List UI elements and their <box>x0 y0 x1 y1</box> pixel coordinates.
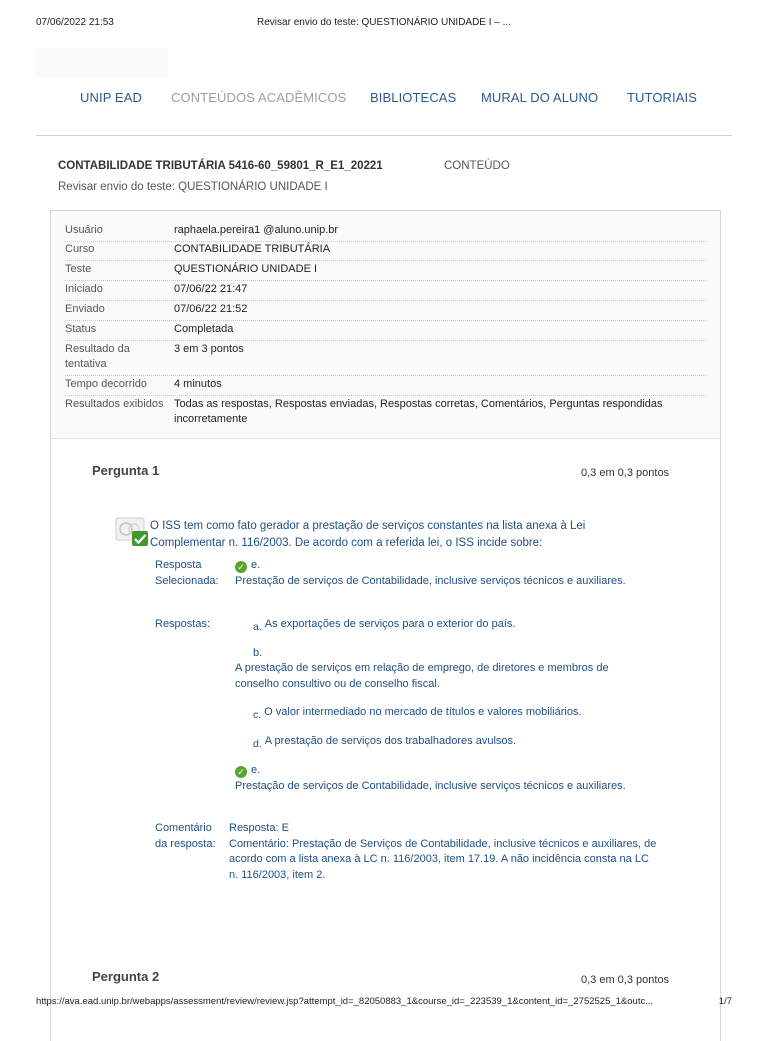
summary-value: 3 em 3 pontos <box>174 343 244 355</box>
breadcrumb-content[interactable]: CONTEÚDO <box>444 160 510 172</box>
page-number: 1/7 <box>718 996 732 1007</box>
question-2-points: 0,3 em 0,3 pontos <box>581 974 670 986</box>
selected-answer-label: Resposta Selecionada: <box>155 559 219 587</box>
summary-key: Enviado <box>65 303 105 315</box>
nav-divider <box>36 135 732 136</box>
option-letter: d. <box>253 738 262 750</box>
option-letter: e. <box>251 764 261 776</box>
summary-key: Status <box>65 323 97 335</box>
nav-tutoriais[interactable]: TUTORIAIS <box>627 90 698 105</box>
summary-row <box>65 342 706 376</box>
summary-row <box>65 322 706 341</box>
summary-row <box>65 262 706 281</box>
nav-conteudos-academicos[interactable]: CONTEÚDOS ACADÊMICOS <box>171 90 347 105</box>
selected-answer <box>235 558 655 589</box>
summary-row <box>65 302 706 321</box>
summary-row <box>65 223 706 242</box>
print-title: Revisar envio do teste: QUESTIONÁRIO UNIDADE I – ... <box>257 17 511 28</box>
summary-value: Todas as respostas, Respostas enviadas, Respostas corretas, Comentários, Perguntas respondidas incorretamente <box>174 398 663 425</box>
page-title: Revisar envio do teste: QUESTIONÁRIO UNIDADE I <box>58 181 328 193</box>
review-panel <box>50 210 721 1041</box>
selected-letter: e. <box>251 559 261 571</box>
summary-row <box>65 282 706 301</box>
comment-answer: Resposta: E <box>229 822 289 834</box>
summary-row <box>65 242 706 261</box>
comment-label: Comentário da resposta: <box>155 822 216 850</box>
summary-key: Iniciado <box>65 283 103 295</box>
option-a <box>253 617 673 636</box>
option-b-text: A prestação de serviços em relação de emprego, de diretores e membros de conselho consultivo ou de conselho fiscal. <box>235 662 609 690</box>
summary-value: raphaela.pereira1 @aluno.unip.br <box>174 224 339 236</box>
page-url: https://ava.ead.unip.br/webapps/assessment/review/review.jsp?attempt_id=_82050883_1&course_id=_223539_1&content_id=_2752525_1&outc... <box>36 996 654 1007</box>
summary-value: Completada <box>174 323 234 335</box>
logo-placeholder <box>36 48 168 78</box>
breadcrumb-course[interactable]: CONTABILIDADE TRIBUTÁRIA 5416-60_59801_R_E1_20221 <box>58 160 383 172</box>
summary-row <box>65 377 706 396</box>
attempt-summary <box>51 211 720 439</box>
summary-value: 07/06/22 21:47 <box>174 283 248 295</box>
summary-value: 4 minutos <box>174 378 222 390</box>
comment-text: Comentário: Prestação de Serviços de Contabilidade, inclusive técnicos e auxiliares, de acordo com a lista anexa à LC n. 116/2003, item 17.19. A não incidência consta na LC n. 116/2003, item 2. <box>229 837 657 881</box>
nav-bibliotecas[interactable]: BIBLIOTECAS <box>370 90 457 105</box>
summary-key: Curso <box>65 243 95 255</box>
summary-row <box>65 397 706 431</box>
summary-value: QUESTIONÁRIO UNIDADE I <box>174 263 318 275</box>
summary-value: CONTABILIDADE TRIBUTÁRIA <box>174 243 331 255</box>
summary-key: Tempo decorrido <box>65 378 147 390</box>
summary-key: Teste <box>65 263 92 275</box>
summary-value: 07/06/22 21:52 <box>174 303 248 315</box>
question-1-text: O ISS tem como fato gerador a prestação de serviços constantes na lista anexa à Lei Complementar n. 116/2003. De acordo com a referida lei, o ISS incide sobre: <box>150 520 586 549</box>
selected-text: Prestação de serviços de Contabilidade, inclusive serviços técnicos e auxiliares. <box>235 574 626 587</box>
question-2-title: Pergunta 2 <box>92 969 160 984</box>
question-1-title: Pergunta 1 <box>92 463 160 478</box>
option-d <box>253 734 673 753</box>
option-text: O valor intermediado no mercado de títulos e valores mobiliários. <box>264 706 582 718</box>
print-header <box>36 17 732 31</box>
summary-key: Resultados exibidos <box>65 398 164 410</box>
nav-unip-ead[interactable]: UNIP EAD <box>80 90 142 105</box>
option-text: As exportações de serviços para o exterior do país. <box>264 618 516 630</box>
option-letter: a. <box>253 621 262 633</box>
summary-key: Resultado da tentativa <box>65 343 130 370</box>
answers-label: Respostas: <box>155 618 211 630</box>
option-letter: c. <box>253 709 262 721</box>
print-datetime: 07/06/2022 21:53 <box>36 17 114 28</box>
top-nav <box>80 90 728 110</box>
summary-key: Usuário <box>65 224 103 236</box>
option-e <box>235 763 655 794</box>
option-text: A prestação de serviços dos trabalhadores avulsos. <box>264 735 517 747</box>
question-1-points: 0,3 em 0,3 pontos <box>581 467 670 479</box>
print-footer <box>36 996 732 1010</box>
comment-body <box>229 821 659 883</box>
option-c <box>253 705 673 724</box>
option-b-letter: b. <box>253 647 263 659</box>
correct-answer-icon <box>115 517 149 547</box>
option-text: Prestação de serviços de Contabilidade, inclusive serviços técnicos e auxiliares. <box>235 779 626 792</box>
check-icon: ✓ <box>235 766 247 778</box>
check-icon: ✓ <box>235 561 247 573</box>
nav-mural-do-aluno[interactable]: MURAL DO ALUNO <box>481 90 599 105</box>
